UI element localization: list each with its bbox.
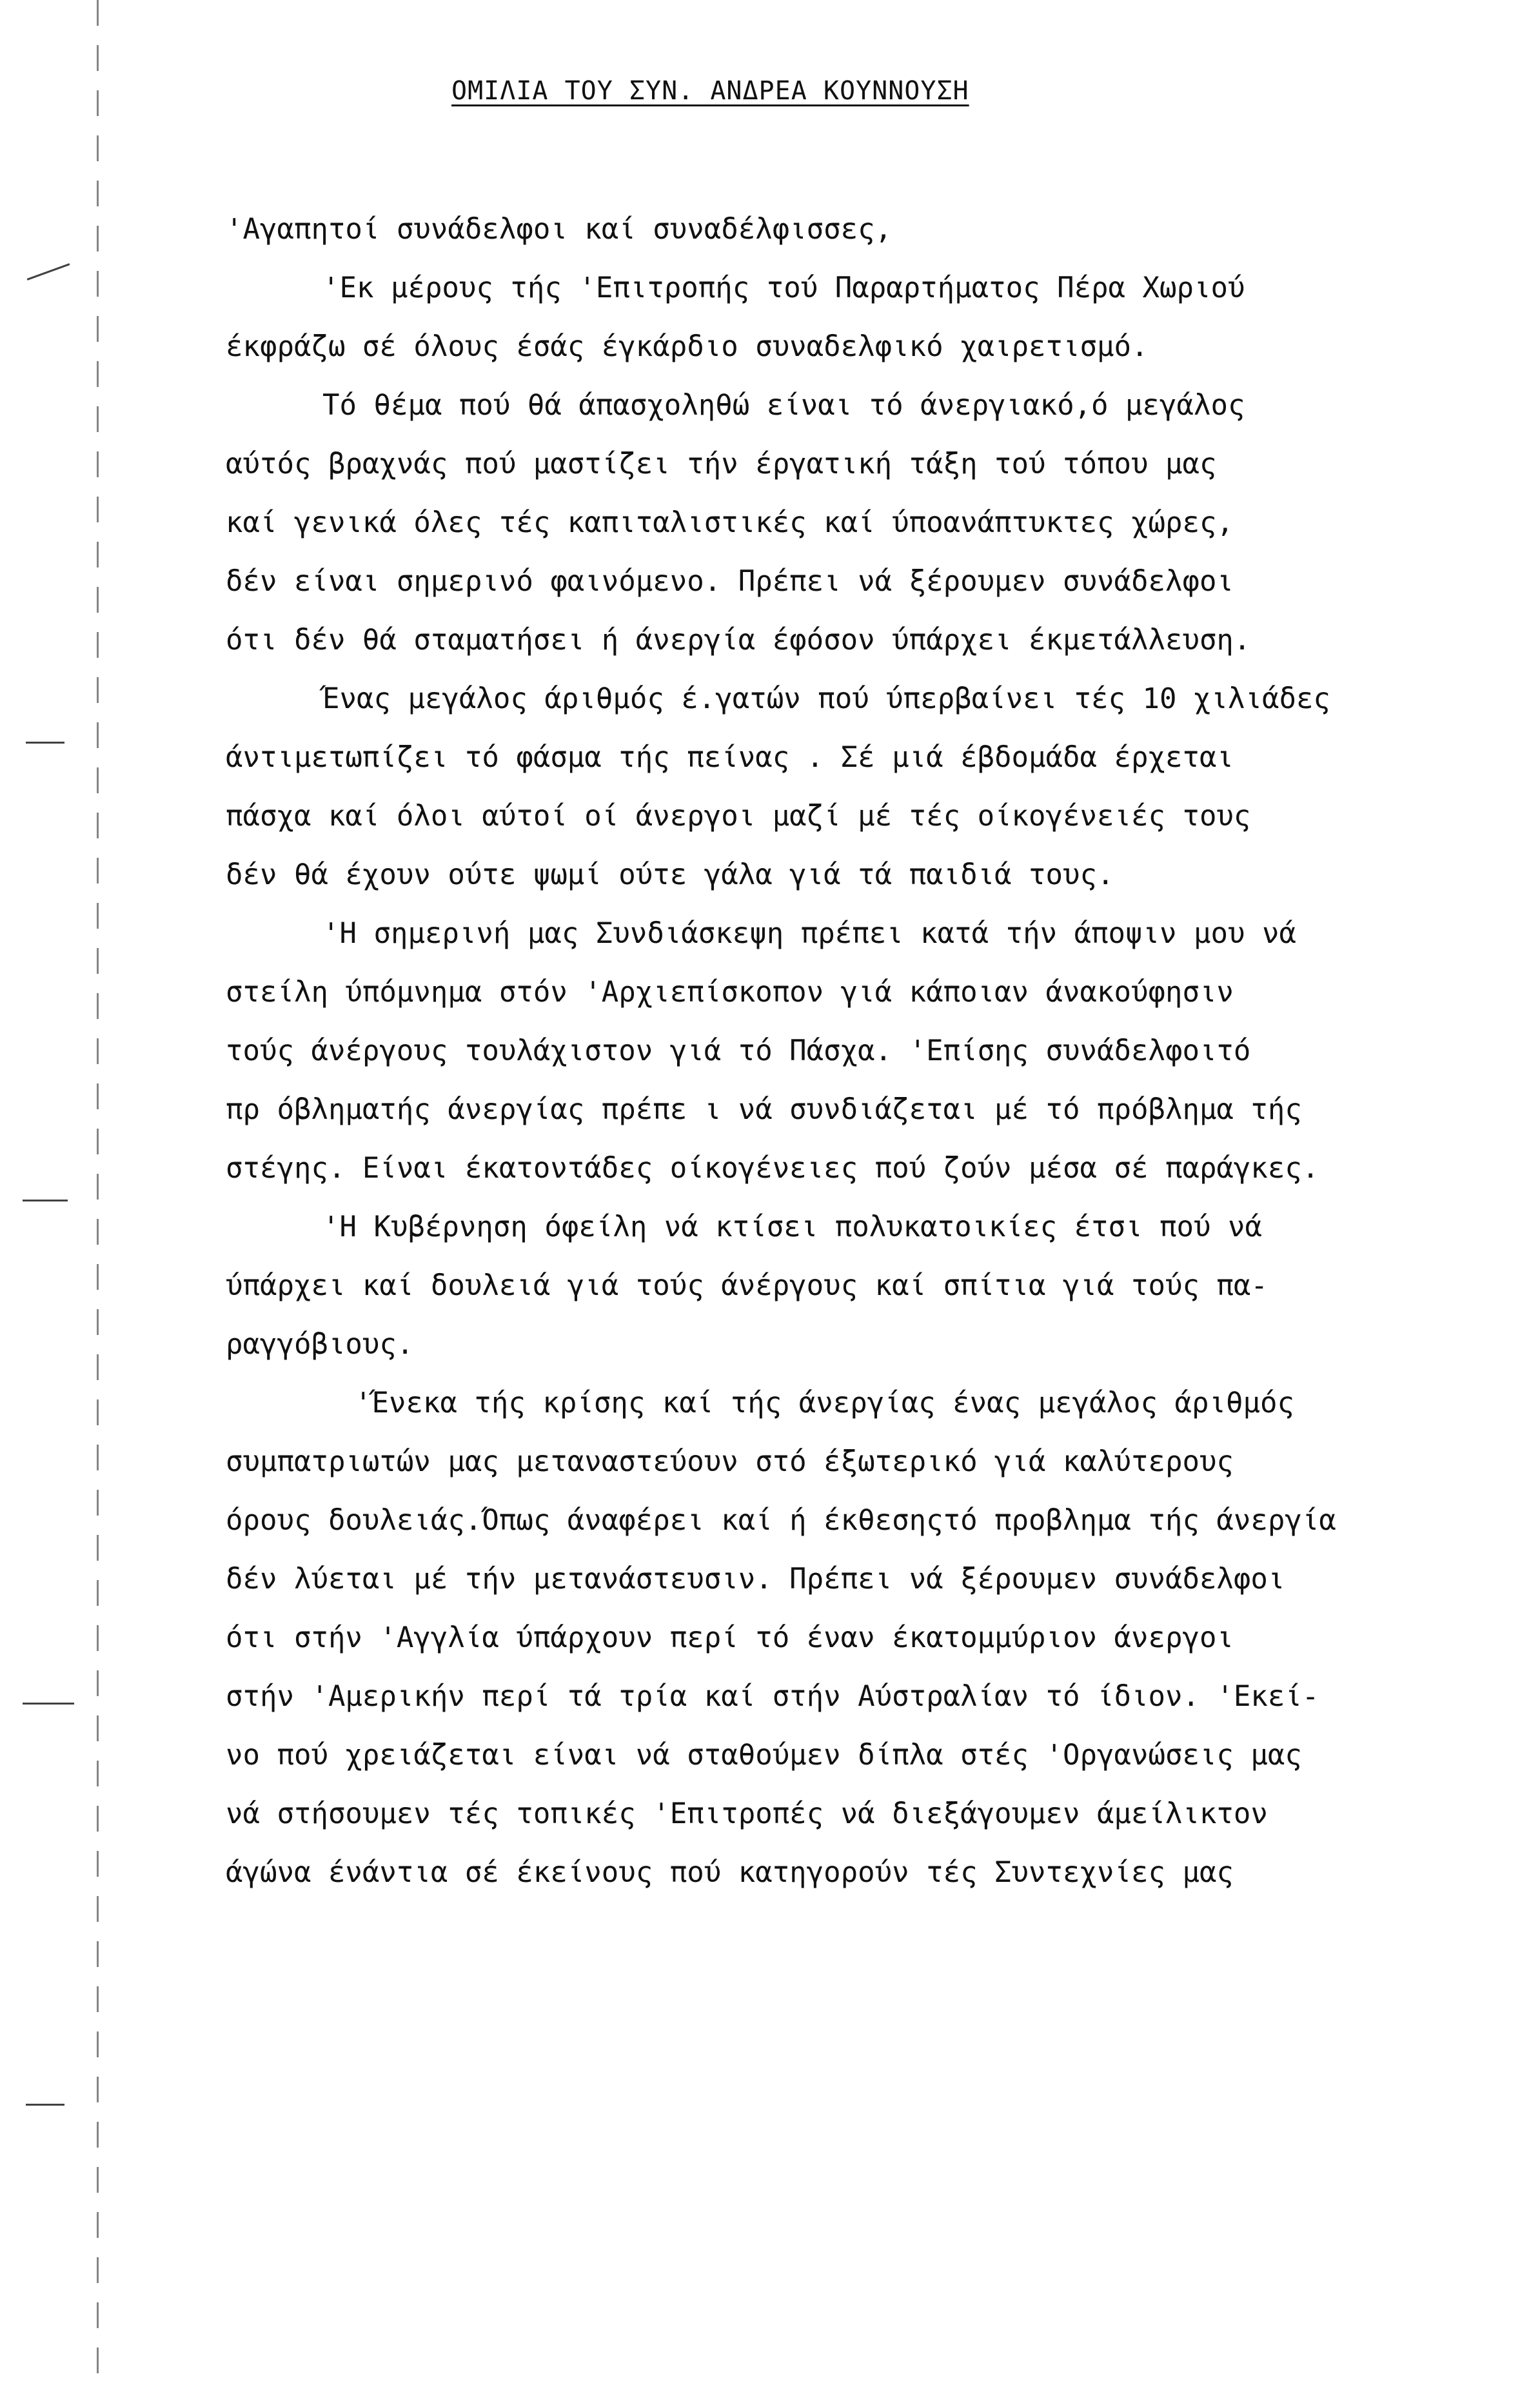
text-line: 'Αγαπητοί συνάδελφοι καί συναδέλφισσες, [226, 213, 893, 246]
text-line: έκφράζω σέ όλους έσάς έγκάρδιο συναδελφικό χαιρετισμό. [226, 330, 1149, 363]
text-line: ραγγόβιους. [226, 1328, 414, 1361]
text-line: 'Η σημερινή μας Συνδιάσκεψη πρέπει κατά τήν άποψιν μου νά [322, 917, 1296, 950]
text-line: Τό θέμα πού θά άπασχοληθώ είναι τό άνεργιακό,ό μεγάλος [322, 389, 1245, 422]
document-body [226, 200, 1522, 1902]
text-line: στήν 'Αμερικήν περί τά τρία καί στήν Αύστραλίαν τό ίδιον. 'Εκεί- [226, 1680, 1319, 1713]
binding-edge-line [97, 0, 99, 2392]
text-line: στέγης. Είναι έκατοντάδες οίκογένειες πού ζούν μέσα σέ παράγκες. [226, 1152, 1319, 1185]
text-line: Ένας μεγάλος άριθμός έ.γατών πού ύπερβαίνει τές 10 χιλιάδες [322, 682, 1330, 715]
text-line: δέν λύεται μέ τήν μετανάστευσιν. Πρέπει νά ξέρουμεν συνάδελφοι [226, 1563, 1285, 1596]
margin-tick [23, 1703, 74, 1705]
text-line: ύπάρχει καί δουλειά γιά τούς άνέργους καί σπίτια γιά τούς πα- [226, 1269, 1268, 1302]
text-line: συμπατριωτών μας μεταναστεύουν στό έξωτερικό γιά καλύτερους [226, 1445, 1234, 1478]
text-line: τούς άνέργους τουλάχιστον γιά τό Πάσχα. 'Επίσης συνάδελφοιτό [226, 1034, 1251, 1067]
text-line: 'Εκ μέρους τής 'Επιτροπής τού Παραρτήματος Πέρα Χωριού [322, 272, 1245, 304]
text-line: στείλη ύπόμνημα στόν 'Αρχιεπίσκοπον γιά κάποιαν άνακούφησιν [226, 976, 1234, 1009]
text-line: πάσχα καί όλοι αύτοί οί άνεργοι μαζί μέ τές οίκογένειές τους [226, 800, 1251, 833]
text-line: άγώνα ένάντια σέ έκείνους πού κατηγορούν τές Συντεχνίες μας [226, 1856, 1234, 1889]
margin-tick [26, 742, 64, 744]
margin-tick [23, 1200, 68, 1201]
text-line: όρους δουλειάς.Όπως άναφέρει καί ή έκθεσηςτό προβλημα τής άνεργία [226, 1504, 1336, 1537]
text-line: δέν θά έχουν ούτε ψωμί ούτε γάλα γιά τά παιδιά τους. [226, 858, 1114, 891]
document-title: ΟΜΙΛΙΑ ΤΟΥ ΣΥΝ. ΑΝΔΡΕΑ ΚΟΥΝΝΟΥΣΗ [451, 76, 969, 106]
text-line: 'Η Κυβέρνηση όφείλη νά κτίσει πολυκατοικίες έτσι πού νά [322, 1211, 1262, 1243]
text-line: άντιμετωπίζει τό φάσμα τής πείνας . Σέ μιά έβδομάδα έρχεται [226, 741, 1234, 774]
text-line: δέν είναι σημερινό φαινόμενο. Πρέπει νά ξέρουμεν συνάδελφοι [226, 565, 1234, 598]
text-line: 'Ένεκα τής κρίσης καί τής άνεργίας ένας μεγάλος άριθμός [355, 1387, 1294, 1419]
margin-tick [27, 263, 70, 281]
text-line: πρ όβληματής άνεργίας πρέπε ι νά συνδιάζεται μέ τό πρόβλημα τής [226, 1093, 1302, 1126]
text-line: ότι στήν 'Αγγλία ύπάρχουν περί τό έναν έκατομμύριον άνεργοι [226, 1621, 1234, 1654]
text-line: αύτός βραχνάς πού μαστίζει τήν έργατική τάξη τού τόπου μας [226, 448, 1217, 480]
text-line: καί γενικά όλες τές καπιταλιστικές καί ύποανάπτυκτες χώρες, [226, 506, 1234, 539]
text-line: ότι δέν θά σταματήσει ή άνεργία έφόσον ύπάρχει έκμετάλλευση. [226, 624, 1251, 657]
margin-tick [26, 2104, 64, 2106]
text-line: νά στήσουμεν τές τοπικές 'Επιτροπές νά διεξάγουμεν άμείλικτον [226, 1797, 1268, 1830]
text-line: νο πού χρειάζεται είναι νά σταθούμεν δίπλα στές 'Οργανώσεις μας [226, 1739, 1302, 1772]
